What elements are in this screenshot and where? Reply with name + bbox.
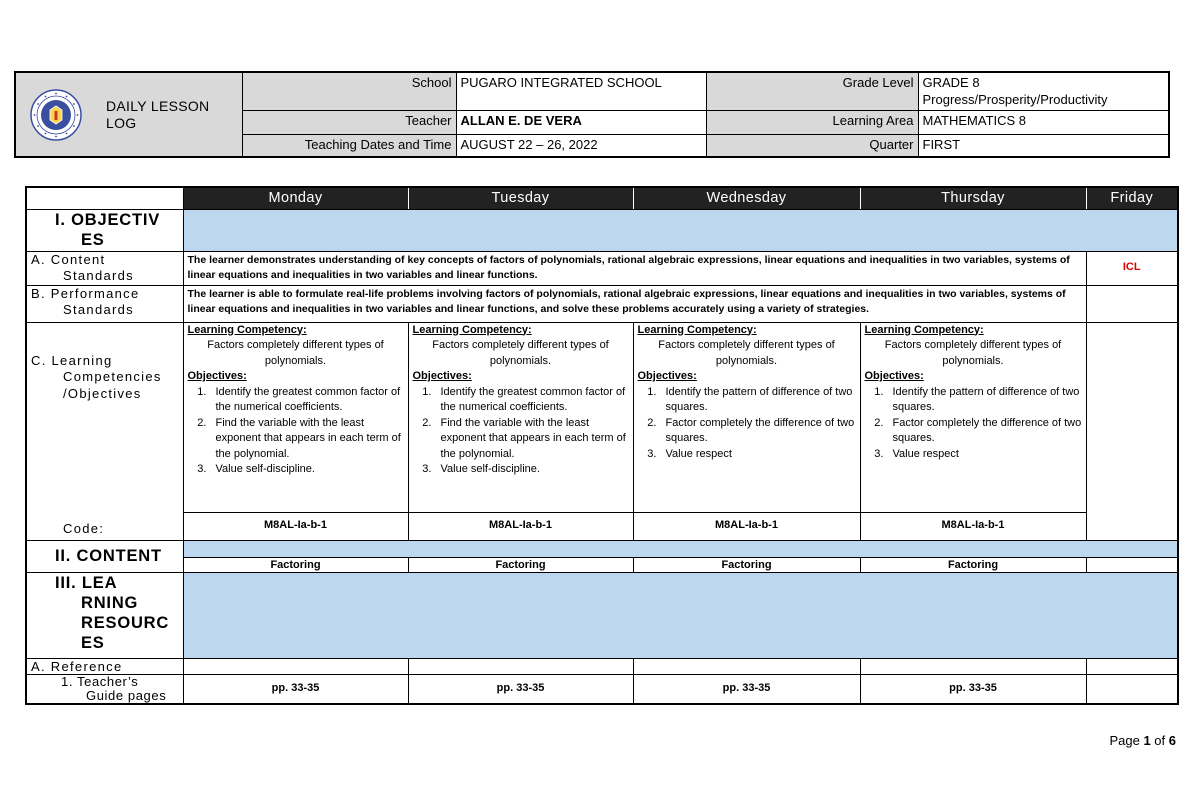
competency-cell-friday [1086,322,1178,540]
objective-item: 1. Identify the greatest common factor of the numerical coefficients. [210,385,404,416]
quarter-label: Quarter [706,134,918,157]
objectives-heading [26,209,183,251]
objective-item: 3. Value self-discipline. [435,462,629,478]
code-tuesday: M8AL-Ia-b-1 [408,512,633,540]
competency-cell-monday [183,322,408,512]
objectives-list [413,385,629,478]
day-wednesday: Wednesday [633,187,860,209]
guide-pages-label-cell [26,674,183,704]
objective-item: 1. Identify the pattern of difference of two squares. [660,385,856,416]
code-row [26,512,1178,540]
reference-row [26,658,1178,674]
objectives-title: Objectives: [637,370,697,382]
reference-tuesday [408,658,633,674]
guide-pages-wednesday: pp. 33-35 [633,674,860,704]
competency-title: Learning Competency: [637,323,757,336]
day-header-row [26,187,1178,209]
performance-standards-label-line1: B. Performance [31,285,140,301]
objective-item: 3. Value self-discipline. [210,462,404,478]
grade-value-line1: GRADE 8 [922,75,980,90]
performance-friday-cell [1086,285,1178,322]
objective-item: 2. Find the variable with the least exponent that appears in each term of the polynomial. [435,416,629,463]
guide-pages-thursday: pp. 33-35 [860,674,1086,704]
objectives-section-row [26,209,1178,251]
guide-pages-label-line2: Guide pages [86,687,167,703]
day-thursday: Thursday [860,187,1086,209]
teacher-value: ALLAN E. DE VERA [456,110,706,134]
objectives-title: Objectives: [412,370,472,382]
resources-heading-line4: ES [81,633,105,652]
performance-standards-row [26,285,1178,322]
objectives-heading-line2: ES [81,230,105,249]
objective-item: 3. Value respect [887,447,1082,463]
header-table [14,71,1170,158]
topic-tuesday: Factoring [408,557,633,572]
reference-label-cell [26,658,183,674]
competency-title: Learning Competency: [412,323,532,336]
page-footer [1109,733,1176,748]
content-standards-label-line1: A. Content [31,251,106,267]
quarter-value: FIRST [918,134,1169,157]
competency-text: Factors completely different types of polynomials. [207,339,384,367]
topic-thursday: Factoring [860,557,1086,572]
dates-label: Teaching Dates and Time [242,134,456,157]
day-tuesday: Tuesday [408,187,633,209]
competencies-label-line2: Competencies [63,369,162,384]
lesson-table [25,186,1179,705]
day-friday: Friday [1086,187,1178,209]
guide-pages-friday [1086,674,1178,704]
code-monday: M8AL-Ia-b-1 [183,512,408,540]
grade-value [918,72,1169,110]
objective-item: 1. Identify the pattern of difference of two squares. [887,385,1082,416]
competency-title: Learning Competency: [187,323,307,336]
competency-title: Learning Competency: [864,323,984,336]
document-title: DAILY LESSON LOG [106,97,210,131]
competency-text: Factors completely different types of polynomials. [658,339,835,367]
content-heading: II. CONTENT [55,547,162,565]
code-label: Code: [63,521,105,536]
content-standards-row [26,251,1178,285]
content-topics-row [26,557,1178,572]
topic-wednesday: Factoring [633,557,860,572]
objectives-list [188,385,404,478]
resources-heading-line1: III. LEA [55,573,118,592]
objective-item: 1. Identify the greatest common factor of the numerical coefficients. [435,385,629,416]
content-section-row [26,540,1178,557]
reference-thursday [860,658,1086,674]
reference-wednesday [633,658,860,674]
objectives-list [865,385,1082,463]
grade-label: Grade Level [706,72,918,110]
deped-seal-icon [30,89,82,141]
guide-pages-tuesday: pp. 33-35 [408,674,633,704]
performance-standards-text: The learner is able to formulate real-life problems involving factors of polynomials, rational algebraic expressions, linear equations and inequalities in two variables, systems of linear equations and inequalities in two variables and linear functions, and solve these problems accurately using a variety of strategies. [183,285,1086,322]
performance-standards-label [26,285,183,322]
guide-pages-row [26,674,1178,704]
reference-monday [183,658,408,674]
competency-text: Factors completely different types of polynomials. [884,339,1062,367]
page-word: Page [1109,733,1140,748]
teacher-label: Teacher [242,110,456,134]
competency-text: Factors completely different types of polynomials. [432,339,609,367]
objective-item: 2. Find the variable with the least exponent that appears in each term of the polynomial. [210,416,404,463]
code-wednesday: M8AL-Ia-b-1 [633,512,860,540]
topic-friday [1086,557,1178,572]
resources-heading-line2: RNING [81,593,139,612]
page-number: 1 [1143,733,1151,748]
resources-heading [26,572,183,658]
competencies-label [26,322,183,540]
day-monday: Monday [183,187,408,209]
reference-label: A. Reference [31,658,123,674]
school-value: PUGARO INTEGRATED SCHOOL [456,72,706,110]
competency-cell-thursday [860,322,1086,512]
code-thursday: M8AL-Ia-b-1 [860,512,1086,540]
content-standards-label [26,251,183,285]
area-value: MATHEMATICS 8 [918,110,1169,134]
resources-heading-line3: RESOURC [81,613,170,632]
performance-standards-label-line2: Standards [63,302,134,317]
page-total: 6 [1168,733,1176,748]
objectives-section-fill [183,209,1178,251]
content-standards-text: The learner demonstrates understanding of key concepts of factors of polynomials, rational algebraic expressions, linear equations and inequalities in two variables, systems of linear equations and inequalities in two variables and linear functions. [183,251,1086,285]
resources-section-fill [183,572,1178,658]
objectives-list [638,385,856,463]
objective-item: 2. Factor completely the difference of two squares. [660,416,856,447]
school-label: School [242,72,456,110]
content-standards-label-line2: Standards [63,268,134,283]
objectives-heading-line1: I. OBJECTIV [55,210,161,229]
objectives-title: Objectives: [187,370,247,382]
objective-item: 2. Factor completely the difference of two squares. [887,416,1082,447]
competencies-label-line1: C. Learning [31,352,113,368]
logo-title-cell [15,72,242,157]
of-word: of [1154,733,1166,748]
reference-friday [1086,658,1178,674]
dates-value: AUGUST 22 – 26, 2022 [456,134,706,157]
competency-cell-tuesday [408,322,633,512]
friday-note: ICL [1086,251,1178,285]
content-section-fill [183,540,1178,557]
topic-monday: Factoring [183,557,408,572]
content-heading-cell [26,540,183,572]
objective-item: 3. Value respect [660,447,856,463]
competency-cell-wednesday [633,322,860,512]
resources-section-row [26,572,1178,658]
grade-value-line2: Progress/Prosperity/Productivity [922,92,1108,107]
objectives-title: Objectives: [864,370,924,382]
guide-pages-monday: pp. 33-35 [183,674,408,704]
guide-pages-label-line1: 1. Teacher’s [61,673,139,689]
area-label: Learning Area [706,110,918,134]
competencies-label-line3: /Objectives [63,385,142,401]
competencies-row [26,322,1178,512]
day-header-blank [26,187,183,209]
